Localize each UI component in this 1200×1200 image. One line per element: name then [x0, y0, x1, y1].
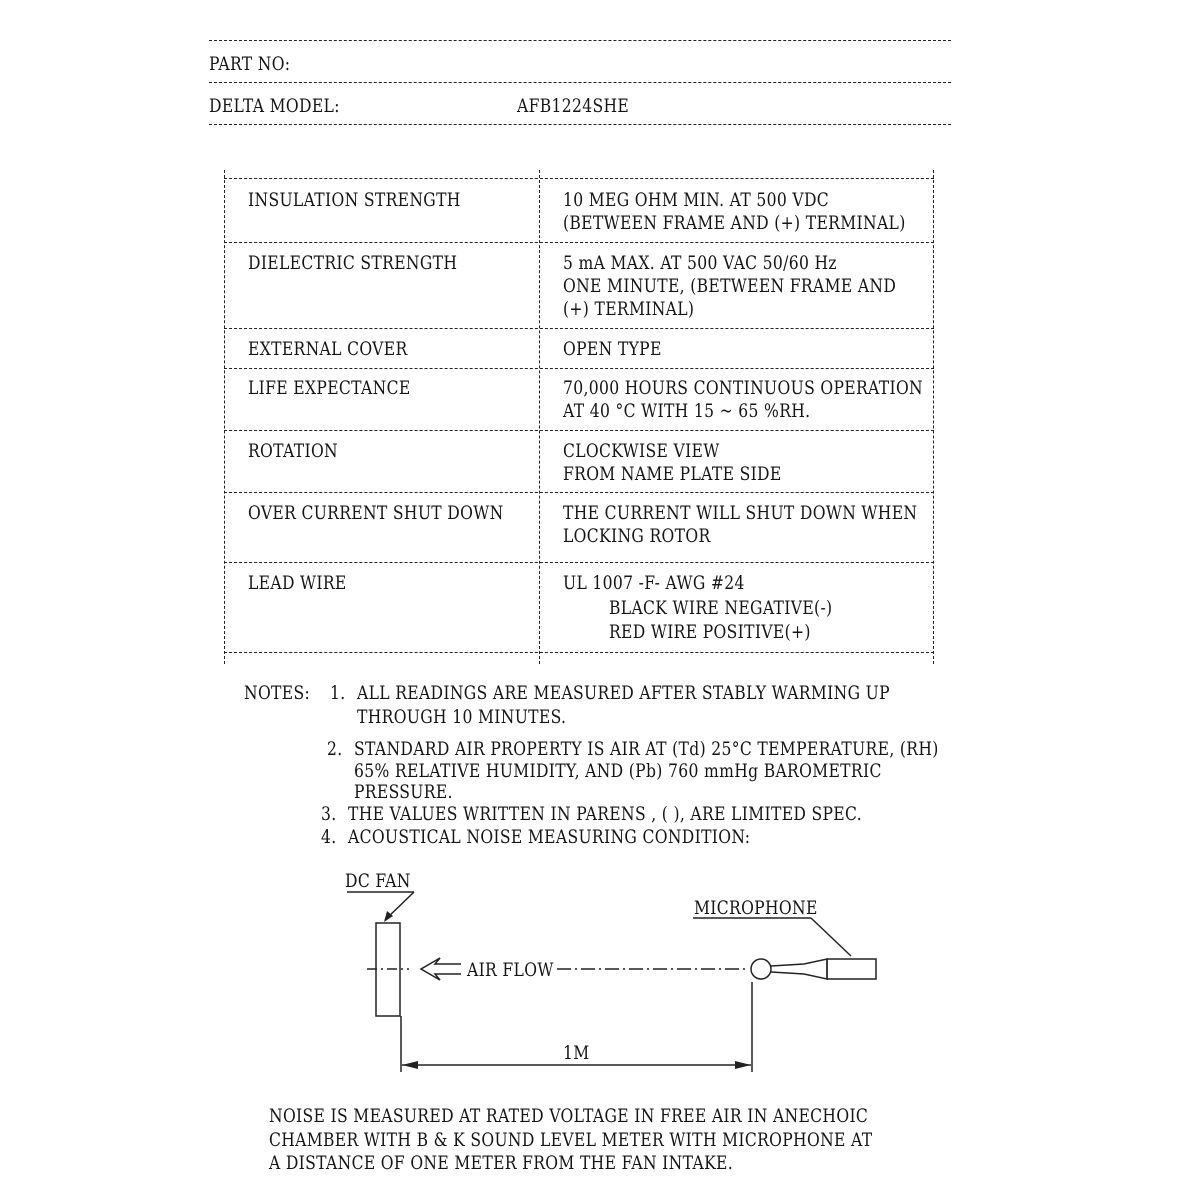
note-3-number: 3. — [321, 803, 337, 825]
delta-model-value: AFB1224SHE — [517, 95, 630, 117]
microphone-head-icon — [751, 959, 771, 979]
spec-label-life-expectance: LIFE EXPECTANCE — [248, 377, 411, 399]
note-2-number: 2. — [327, 738, 343, 760]
dimension-arrow-right-icon — [735, 1061, 751, 1069]
spec-value-life-expectance-line-1: 70,000 HOURS CONTINUOUS OPERATION — [563, 377, 924, 399]
note-4-number: 4. — [321, 826, 337, 848]
note-1-line-1: ALL READINGS ARE MEASURED AFTER STABLY WARMING UP — [357, 682, 890, 704]
spec-value-external-cover: OPEN TYPE — [563, 338, 662, 360]
microphone-cone — [771, 959, 827, 979]
spec-value-lead-wire-line-1: UL 1007 -F- AWG #24 — [563, 572, 745, 594]
spec-value-lead-wire-line-3: RED WIRE POSITIVE(+) — [609, 621, 811, 643]
note-2-line-2: 65% RELATIVE HUMIDITY, AND (Pb) 760 mmHg BAROMETRIC — [354, 760, 882, 782]
spec-label-insulation-strength: INSULATION STRENGTH — [248, 189, 461, 211]
spec-label-dielectric-strength: DIELECTRIC STRENGTH — [248, 252, 458, 274]
spec-label-lead-wire: LEAD WIRE — [248, 572, 347, 594]
dimension-arrow-left-icon — [402, 1061, 418, 1069]
microphone-label: MICROPHONE — [694, 897, 818, 919]
air-flow-label: AIR FLOW — [467, 959, 554, 981]
noise-note-line-3: A DISTANCE OF ONE METER FROM THE FAN INTAKE. — [269, 1152, 734, 1174]
note-2-line-3: PRESSURE. — [354, 781, 453, 803]
microphone-body — [827, 959, 876, 979]
spec-value-dielectric-strength-line-1: 5 mA MAX. AT 500 VAC 50/60 Hz — [563, 252, 837, 274]
spec-value-over-current-line-2: LOCKING ROTOR — [563, 525, 711, 547]
air-flow-arrow-icon — [421, 958, 461, 980]
notes-label: NOTES: — [244, 682, 311, 704]
spec-label-over-current-shut-down: OVER CURRENT SHUT DOWN — [248, 502, 504, 524]
dc-fan-label: DC FAN — [345, 870, 411, 892]
noise-note-line-2: CHAMBER WITH B & K SOUND LEVEL METER WITH MICROPHONE AT — [269, 1129, 873, 1151]
spec-value-dielectric-strength-line-2: ONE MINUTE, (BETWEEN FRAME AND — [563, 275, 897, 297]
spec-value-insulation-strength-line-1: 10 MEG OHM MIN. AT 500 VDC — [563, 189, 830, 211]
note-2-line-1: STANDARD AIR PROPERTY IS AIR AT (Td) 25°C TEMPERATURE, (RH) — [354, 738, 939, 760]
spec-label-rotation: ROTATION — [248, 440, 339, 462]
microphone-leader-line — [811, 918, 851, 956]
spec-value-rotation-line-2: FROM NAME PLATE SIDE — [563, 463, 782, 485]
spec-value-life-expectance-line-2: AT 40 °C WITH 15 ~ 65 %RH. — [563, 400, 811, 422]
spec-value-insulation-strength-line-2: (BETWEEN FRAME AND (+) TERMINAL) — [563, 212, 906, 234]
delta-model-label: DELTA MODEL: — [209, 95, 340, 117]
spec-value-lead-wire-line-2: BLACK WIRE NEGATIVE(-) — [609, 597, 833, 619]
spec-value-dielectric-strength-line-3: (+) TERMINAL) — [563, 298, 695, 320]
spec-label-external-cover: EXTERNAL COVER — [248, 338, 408, 360]
spec-value-over-current-line-1: THE CURRENT WILL SHUT DOWN WHEN — [563, 502, 918, 524]
distance-label: 1M — [563, 1042, 590, 1064]
part-no-label: PART NO: — [209, 53, 291, 75]
noise-note-line-1: NOISE IS MEASURED AT RATED VOLTAGE IN FREE AIR IN ANECHOIC — [269, 1105, 869, 1127]
note-3-line-1: THE VALUES WRITTEN IN PARENS , ( ), ARE LIMITED SPEC. — [348, 803, 862, 825]
spec-value-rotation-line-1: CLOCKWISE VIEW — [563, 440, 720, 462]
note-4-line-1: ACOUSTICAL NOISE MEASURING CONDITION: — [348, 826, 751, 848]
note-1-line-2: THROUGH 10 MINUTES. — [357, 706, 567, 728]
note-1-number: 1. — [330, 682, 346, 704]
